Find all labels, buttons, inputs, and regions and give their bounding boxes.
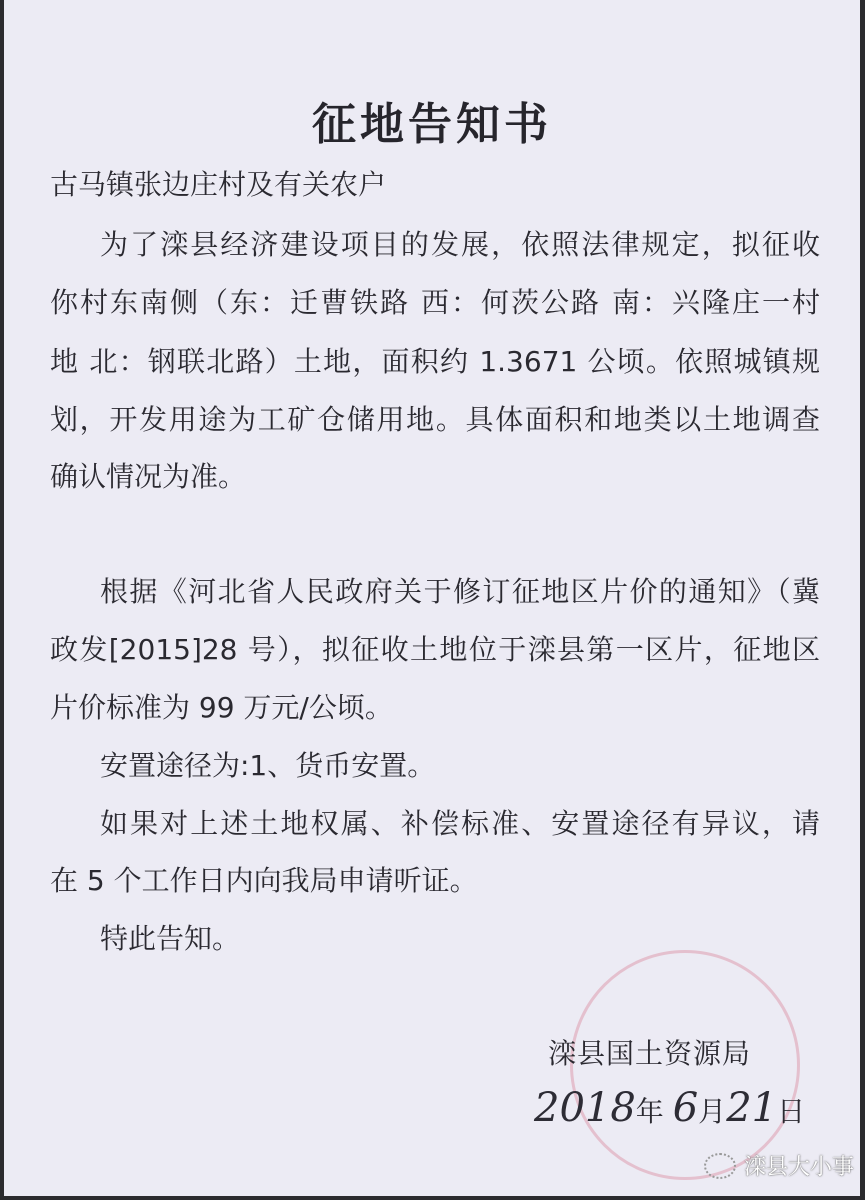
issuer-signature: 滦县国土资源局 [548, 1037, 752, 1070]
date-month: 6 [672, 1085, 699, 1131]
document-title: 征地告知书 [312, 99, 552, 150]
paragraph-line: 为了滦县经济建设项目的发展，依照法律规定，拟征收 [100, 228, 820, 261]
date-year-unit: 年 [635, 1095, 664, 1128]
document-page [4, 0, 860, 1196]
watermark [704, 1150, 854, 1181]
paragraph-line: 安置途径为:1、货币安置。 [100, 749, 436, 782]
paragraph-line: 根据《河北省人民政府关于修订征地区片价的通知》（冀 [100, 575, 820, 608]
paragraph-line: 地 北：钢联北路）土地，面积约 1.3671 公顷。依照城镇规 [50, 345, 820, 378]
paragraph-line: 在 5 个工作日内向我局申请听证。 [50, 864, 478, 897]
addressee: 古马镇张边庄村及有关农户 [50, 168, 387, 201]
date-day: 21 [726, 1085, 778, 1131]
date-day-unit: 日 [777, 1095, 806, 1128]
date-year: 2018 [534, 1085, 636, 1131]
paragraph-line: 政发[2015]28 号），拟征收土地位于滦县第一区片，征地区 [50, 633, 820, 666]
closing-text: 特此告知。 [100, 922, 241, 955]
paragraph-line: 划，开发用途为工矿仓储用地。具体面积和地类以土地调查 [50, 403, 820, 436]
paragraph-line: 如果对上述土地权属、补偿标准、安置途径有异议，请 [100, 807, 820, 840]
watermark-text: 滦县大小事 [744, 1155, 855, 1180]
date-month-unit: 月 [698, 1095, 727, 1128]
paragraph-line: 你村东南侧（东：迁曹铁路 西：何茨公路 南：兴隆庄一村 [50, 286, 820, 319]
wechat-icon [704, 1153, 736, 1179]
paragraph-line: 片价标准为 99 万元/公顷。 [50, 691, 393, 724]
paragraph-line: 确认情况为准。 [50, 460, 247, 493]
issue-date [534, 1085, 805, 1131]
